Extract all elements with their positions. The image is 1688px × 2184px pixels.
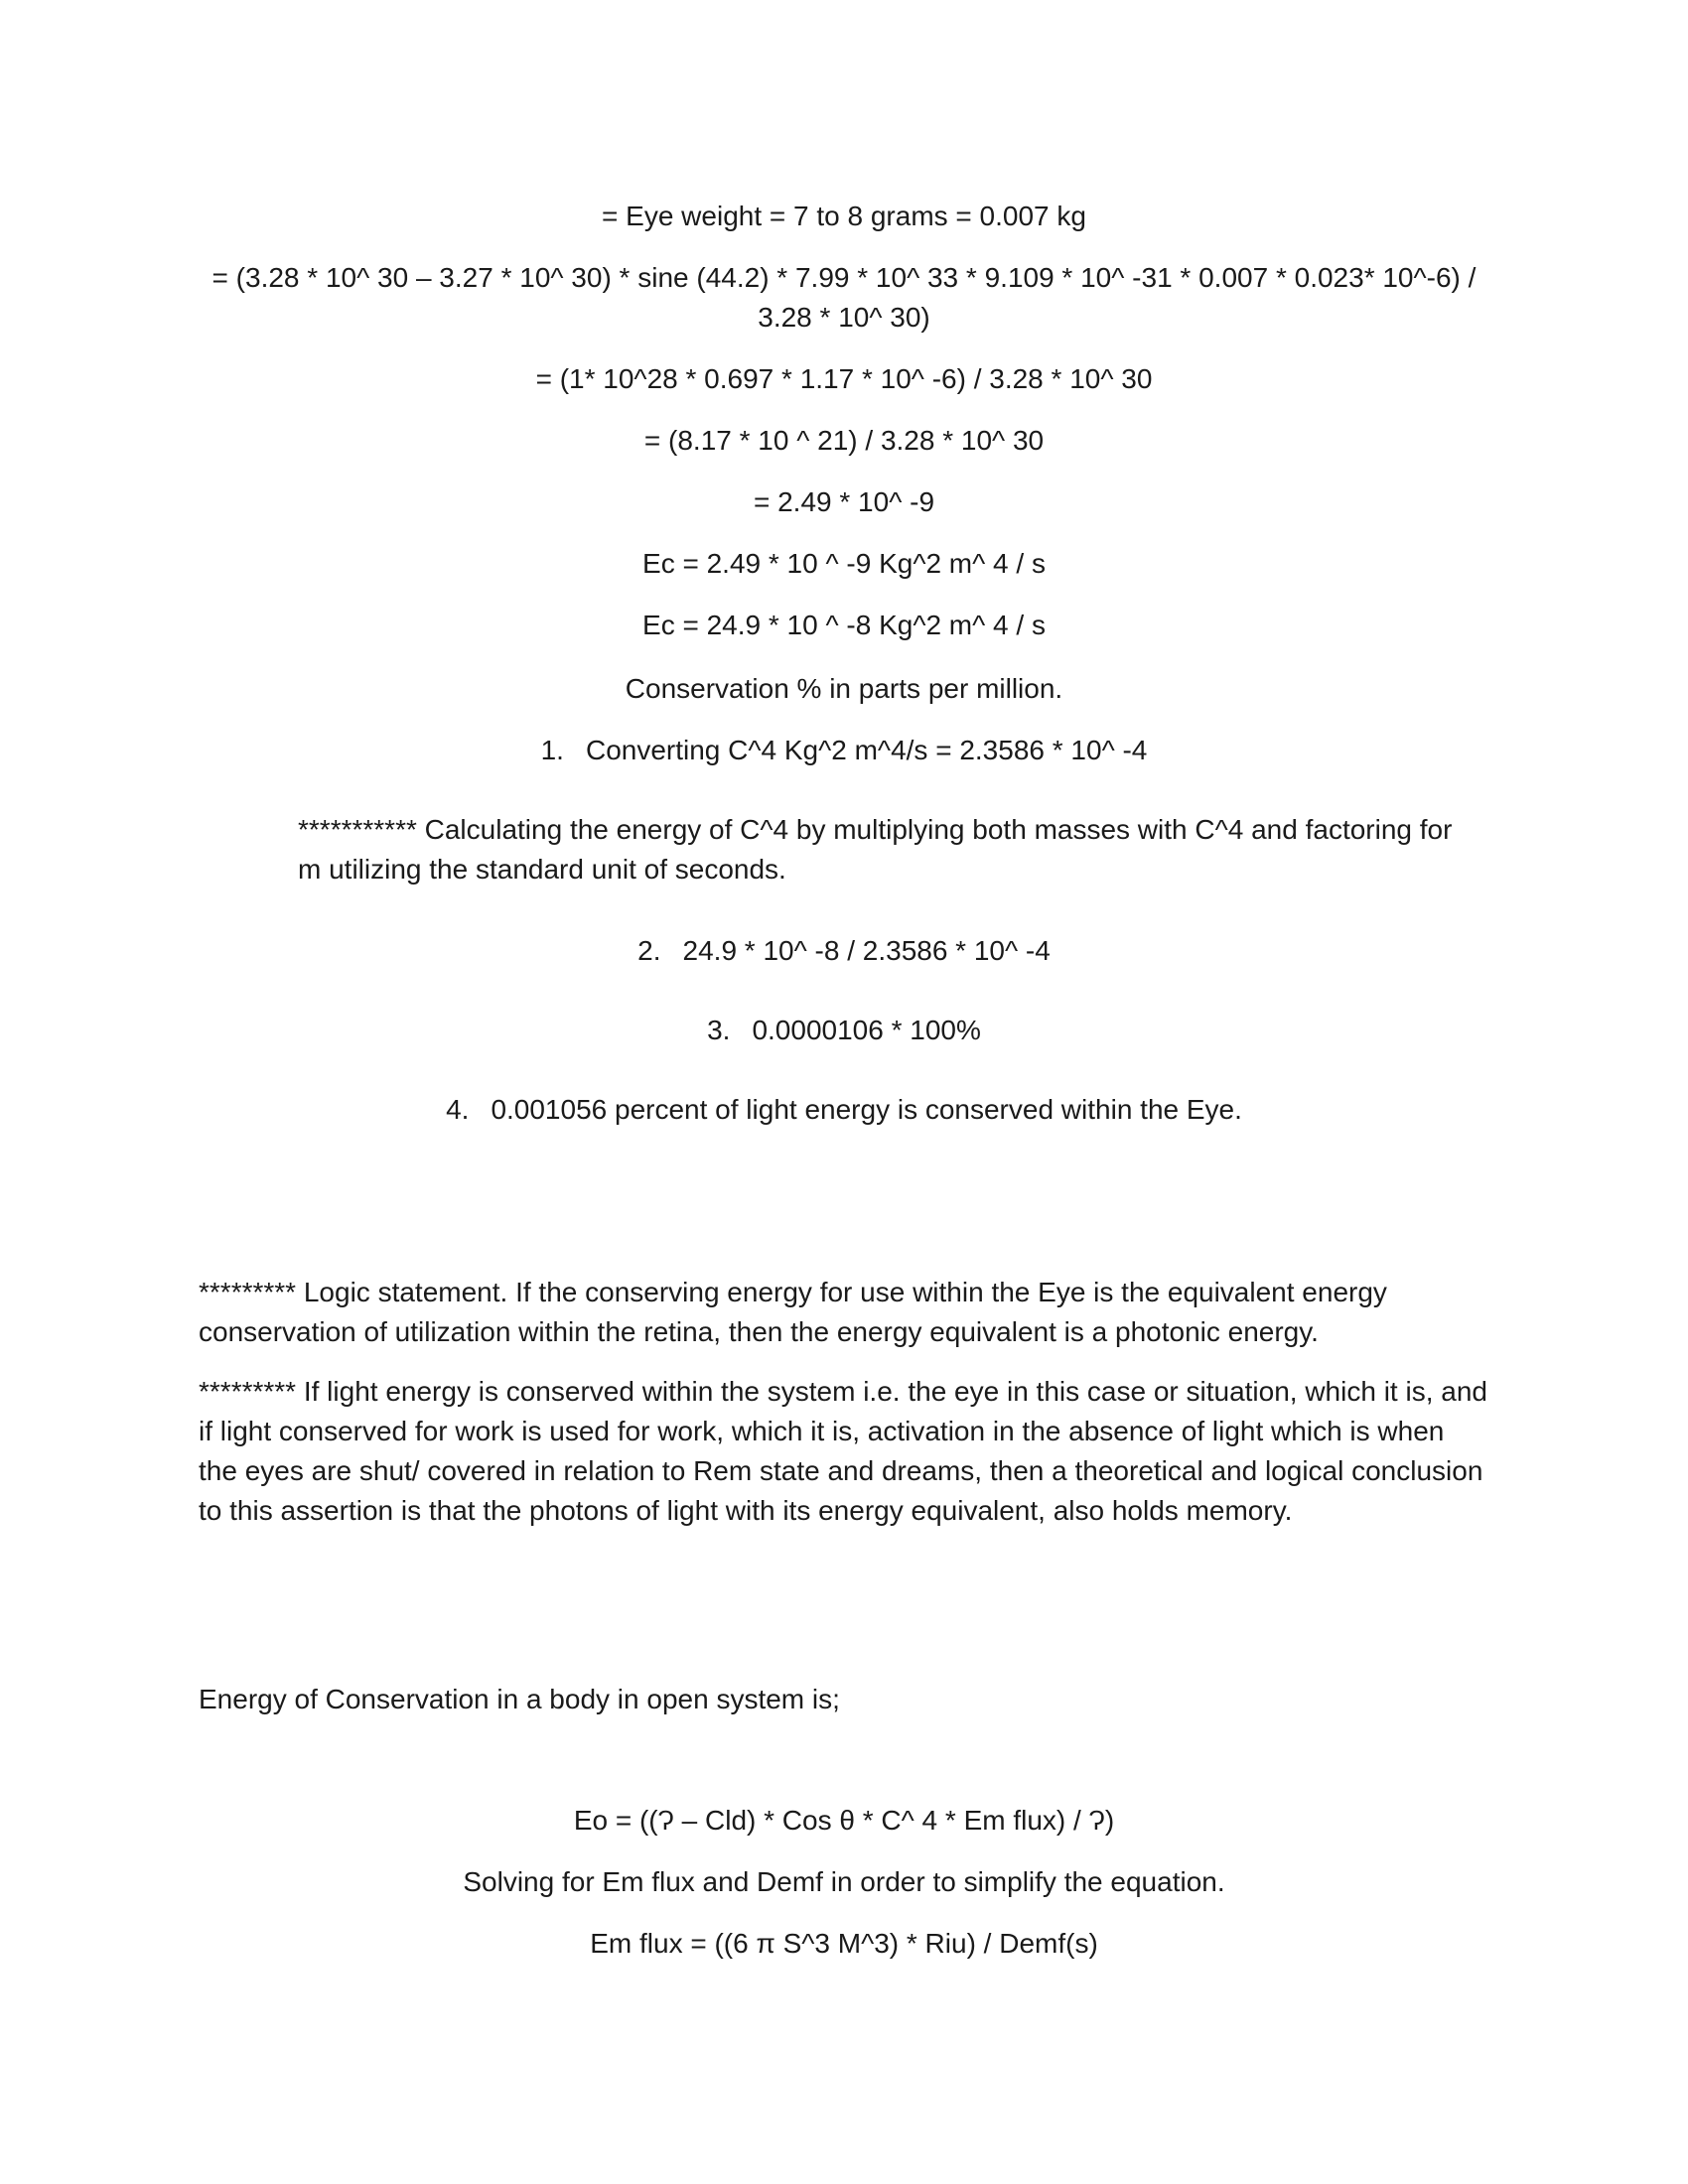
equation-line-3: = (8.17 * 10 ^ 21) / 3.28 * 10^ 30 — [643, 425, 1045, 456]
step-4-number: 4. — [446, 1094, 470, 1125]
solving-line: Solving for Em flux and Demf in order to simplify the equation. — [463, 1866, 1225, 1897]
step-4-text: 0.001056 percent of light energy is conserved within the Eye. — [491, 1094, 1242, 1125]
equation-line-2: = (1* 10^28 * 0.697 * 1.17 * 10^ -6) / 3.28 * 10^ 30 — [535, 363, 1153, 394]
light-energy-paragraph: ********* If light energy is conserved within the system i.e. the eye in this case or situation, which it is, and if light conserved for work is used for work, which it is, activation in the absence of light which is when the eyes are shut/ covered in relation to Rem state and dreams, then a theoretical and logical conclusion to this assertion is that the photons of light with its energy equivalent, also holds memory. — [199, 1376, 1487, 1526]
conservation-heading: Conservation % in parts per million. — [625, 673, 1063, 704]
equation-line-4: = 2.49 * 10^ -9 — [753, 486, 935, 517]
step-1 — [0, 731, 1688, 770]
step-3-number: 3. — [707, 1015, 731, 1045]
step-2 — [0, 931, 1688, 971]
ec-line-2: Ec = 24.9 * 10 ^ -8 Kg^2 m^ 4 / s — [642, 610, 1046, 640]
step-3 — [0, 1011, 1688, 1050]
step-2-number: 2. — [637, 935, 661, 966]
eo-equation: Eo = ((Ɂ – Cld) * Cos θ * C^ 4 * Em flux) / Ɂ) — [573, 1805, 1115, 1836]
step-3-text: 0.0000106 * 100% — [752, 1015, 981, 1045]
step-2-text: 24.9 * 10^ -8 / 2.3586 * 10^ -4 — [682, 935, 1051, 966]
logic-statement: ********* Logic statement. If the conserving energy for use within the Eye is the equivalent energy conservation of utilization within the retina, then the energy equivalent is a photonic energy. — [199, 1277, 1387, 1347]
calc-note: *********** Calculating the energy of C^4 by multiplying both masses with C^4 and factoring for m utilizing the standard unit of seconds. — [298, 814, 1453, 885]
ec-line-1: Ec = 2.49 * 10 ^ -9 Kg^2 m^ 4 / s — [642, 548, 1046, 579]
open-system-heading: Energy of Conservation in a body in open system is; — [199, 1684, 840, 1714]
step-1-number: 1. — [540, 735, 564, 765]
em-flux-equation: Em flux = ((6 π S^3 M^3) * Riu) / Demf(s) — [590, 1928, 1098, 1959]
step-1-text: Converting C^4 Kg^2 m^4/s = 2.3586 * 10^ -4 — [585, 735, 1148, 765]
equation-line-1: = (3.28 * 10^ 30 – 3.27 * 10^ 30) * sine (44.2) * 7.99 * 10^ 33 * 9.109 * 10^ -31 * 0.007 * 0.023* 10^-6) / 3.28 * 10^ 30) — [211, 262, 1477, 333]
eye-weight-line: = Eye weight = 7 to 8 grams = 0.007 kg — [602, 201, 1086, 231]
step-4 — [0, 1090, 1688, 1130]
